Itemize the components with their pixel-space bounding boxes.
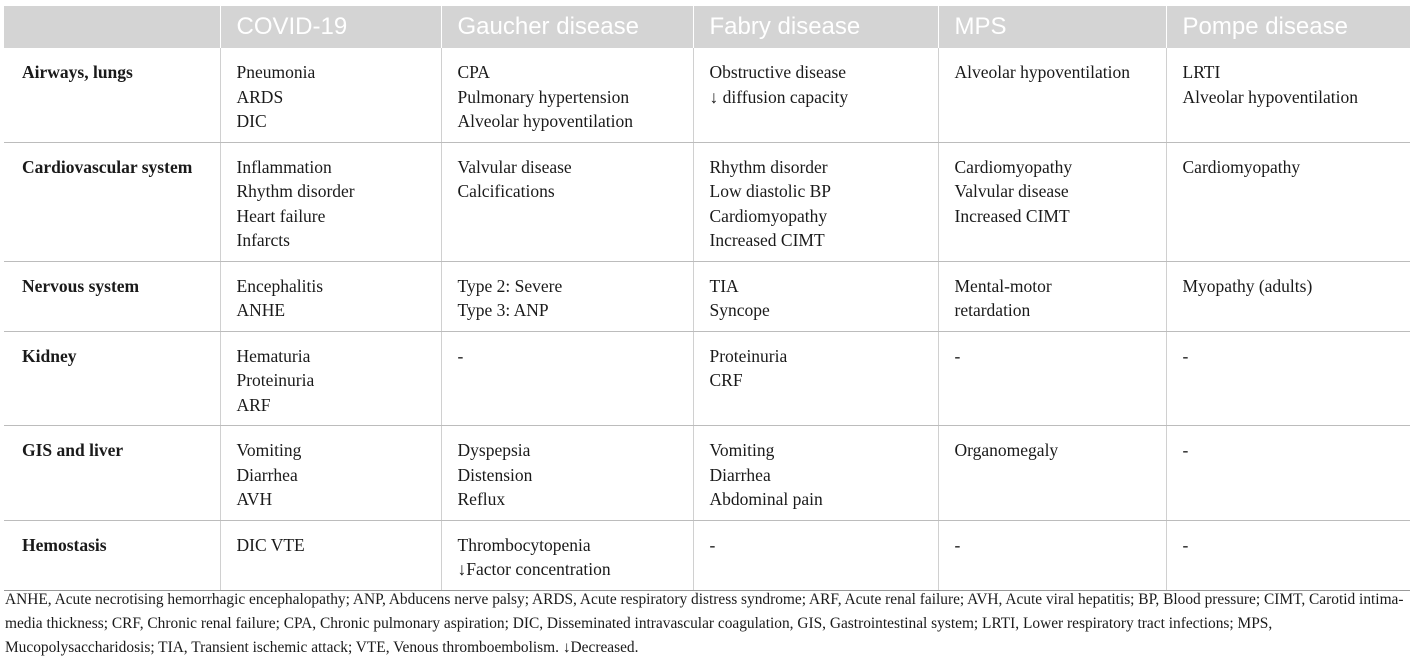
table-row [4,331,1410,426]
cell-text-line: Syncope [709,300,770,320]
cell-text-line: - [954,345,961,366]
table-cell-mps [938,142,1166,261]
cell-text-line: Type 2: Severe [457,275,563,296]
row-label: Airways, lungs [4,48,220,142]
header-cell-fabry-disease: Fabry disease [693,6,938,48]
table-cell-covid-19 [220,520,441,590]
table-row [4,426,1410,521]
cell-text-line: Type 3: ANP [457,300,549,320]
cell-text-line: Pulmonary hypertension [457,86,630,107]
cell-text-line: Thrombocytopenia [457,534,591,555]
cell-text-line: Mental-motor [954,275,1052,296]
cell-text-line: Valvular disease [954,181,1069,201]
table-cell-fabry-disease [693,426,938,521]
cell-text-line: Dyspepsia [457,440,531,460]
cell-text-line: Low diastolic BP [709,181,832,201]
table-cell-gaucher-disease [441,520,693,590]
table-cell-gaucher-disease [441,261,693,331]
table-cell-gaucher-disease [441,48,693,142]
table-body [4,48,1410,590]
cell-text-line: Cardiomyopathy [954,156,1073,177]
table-cell-fabry-disease [693,48,938,142]
table-row [4,48,1410,142]
cell-text-line: Vomiting [236,440,302,460]
cell-text-line: Proteinuria [709,345,788,366]
cell-text-line: ARF [236,394,271,415]
cell-text-line: AVH [236,489,273,509]
cell-text-line: Diarrhea [236,464,298,485]
cell-text-line: DIC [236,111,267,131]
cell-text-line: Diarrhea [709,464,771,485]
row-label: Nervous system [4,261,220,331]
cell-text-line: Reflux [457,489,506,509]
cell-text-line: Pneumonia [236,62,316,82]
header-cell-gaucher-disease: Gaucher disease [441,6,693,48]
cell-text-line: Alveolar hypoventilation [954,62,1130,82]
table-cell-pompe-disease [1166,48,1410,142]
table-cell-mps [938,520,1166,590]
row-label: Hemostasis [4,520,220,590]
cell-text-line: Calcifications [457,181,555,201]
table-cell-fabry-disease [693,261,938,331]
cell-text-line: Proteinuria [236,370,315,390]
header-cell-mps: MPS [938,6,1166,48]
table-cell-covid-19 [220,48,441,142]
cell-text-line: - [457,345,464,366]
table-cell-pompe-disease [1166,331,1410,426]
cell-text-line: Cardiomyopathy [1182,156,1301,177]
header-row [4,6,1410,48]
cell-text-line: TIA [709,275,739,296]
table-cell-pompe-disease [1166,261,1410,331]
cell-text-line: Organomegaly [954,440,1059,460]
cell-text-line: Obstructive disease [709,62,847,82]
cell-text-line: Hematuria [236,345,311,366]
cell-text-line: CRF [709,370,743,390]
cell-text-line: - [1182,534,1189,555]
header-cell-pompe-disease: Pompe disease [1166,6,1410,48]
table-cell-gaucher-disease [441,142,693,261]
cell-text-line: Myopathy (adults) [1182,275,1313,296]
cell-text-line: Increased CIMT [709,230,825,250]
cell-text-line: Inflammation [236,156,332,177]
table-cell-mps [938,426,1166,521]
table-cell-pompe-disease [1166,520,1410,590]
cell-text-line: Increased CIMT [954,205,1070,226]
table-cell-covid-19 [220,426,441,521]
cell-text-line: Heart failure [236,205,326,226]
cell-text-line: Valvular disease [457,156,572,177]
table-header [4,6,1410,48]
cell-text-line: Abdominal pain [709,489,823,509]
table-cell-mps [938,48,1166,142]
cell-text-line: - [1182,440,1189,460]
table-cell-gaucher-disease [441,426,693,521]
table-cell-pompe-disease [1166,142,1410,261]
cell-text-line: Encephalitis [236,275,324,296]
disease-comparison-table [4,6,1410,591]
cell-text-line: Cardiomyopathy [709,205,828,226]
cell-text-line: - [709,534,716,555]
cell-text-line: CPA [457,62,490,82]
row-label: Cardiovascular system [4,142,220,261]
table-cell-covid-19 [220,261,441,331]
row-label: Kidney [4,331,220,426]
table-cell-pompe-disease [1166,426,1410,521]
cell-text-line: LRTI [1182,62,1221,82]
cell-text-line: ANHE [236,300,286,320]
cell-text-line: Vomiting [709,440,775,460]
cell-text-line: Alveolar hypoventilation [457,111,633,131]
cell-text-line: ↓Factor concentration [457,559,611,579]
cell-text-line: Rhythm disorder [709,156,828,177]
table-cell-gaucher-disease [441,331,693,426]
table-cell-mps [938,261,1166,331]
table-row [4,261,1410,331]
cell-text-line: - [954,534,961,555]
cell-text-line: Distension [457,464,533,485]
cell-text-line: Alveolar hypoventilation [1182,86,1358,107]
table-cell-fabry-disease [693,331,938,426]
header-cell-blank [4,6,220,48]
table-cell-fabry-disease [693,520,938,590]
row-label: GIS and liver [4,426,220,521]
table-row [4,142,1410,261]
cell-text-line: DIC VTE [236,534,305,555]
table-footnote: ANHE, Acute necrotising hemorrhagic encephalopathy; ANP, Abducens nerve palsy; ARDS, Acute respiratory distress syndrome; ARF, Acute renal failure; AVH, Acute viral hepatitis; BP, Blood pressure; CIMT, Carotid intima-media thickness; CRF, Chronic renal failure; CPA, Chronic pulmonary aspiration; DIC, Disseminated intravascular coagulation, GIS, Gastrointestinal system; LRTI, Lower respiratory tract infections; MPS, Mucopolysaccharidosis; TIA, Transient ischemic attack; VTE, Venous thromboembolism. ↓Decreased. [5,591,1404,656]
comparison-table-container [4,6,1410,591]
cell-text-line: retardation [954,300,1031,320]
table-cell-covid-19 [220,142,441,261]
cell-text-line: Infarcts [236,230,290,250]
table-cell-mps [938,331,1166,426]
cell-text-line: ARDS [236,86,284,107]
cell-text-line: Rhythm disorder [236,181,355,201]
cell-text-line: - [1182,345,1189,366]
header-cell-covid-19: COVID-19 [220,6,441,48]
cell-text-line: ↓ diffusion capacity [709,86,849,107]
table-cell-covid-19 [220,331,441,426]
table-row [4,520,1410,590]
table-cell-fabry-disease [693,142,938,261]
